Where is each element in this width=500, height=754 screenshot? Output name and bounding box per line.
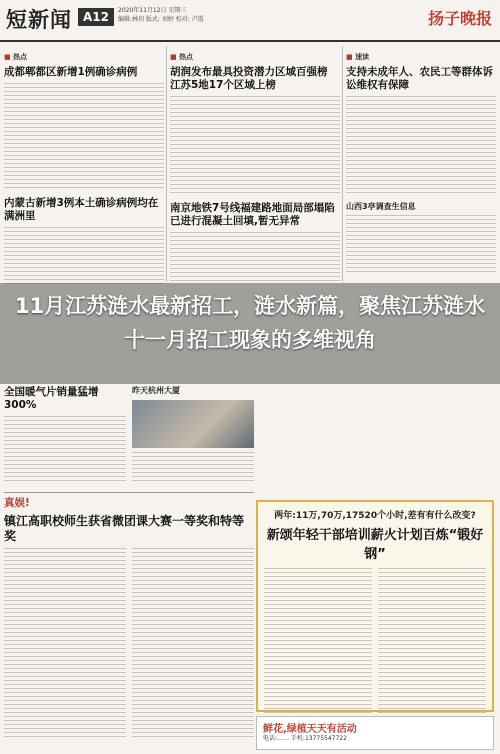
article-headline[interactable]: 山西3亭调查生信息 (346, 202, 416, 211)
article-body-text (346, 215, 496, 275)
article-headline[interactable]: 成都郫都区新增1例确诊病例 (4, 66, 138, 78)
divider (4, 492, 254, 493)
lower-mid-col (132, 386, 254, 488)
section-label: ■ 热点 (4, 52, 164, 62)
article-kicker: 真娱! (4, 497, 30, 509)
section-label: ■ 速读 (346, 52, 496, 62)
ad-title: 鲜花,绿植天天有活动 (263, 724, 357, 735)
masthead-date (118, 6, 258, 24)
feature-box (256, 500, 494, 712)
article-headline[interactable]: 胡润发布最具投资潜力区域百强榜 江苏5地17个区域上榜 (170, 66, 328, 91)
section-label: ■ 热点 (170, 52, 340, 62)
article-body-text (132, 452, 254, 482)
article-body-text (378, 568, 486, 718)
section-name: 短新闻 (6, 8, 72, 32)
newspaper-logo: 扬子晚报 (427, 9, 492, 28)
editor-line: 编辑:林玥 版式: 刘婷 校对: 卢霞 (118, 16, 204, 23)
article-body-text (346, 96, 496, 196)
left-column (4, 46, 164, 293)
column-divider (342, 46, 343, 282)
article-headline[interactable]: 全国暖气片销量猛增300% (4, 386, 99, 411)
ad-contact: 电话:…… 手机:13775547722 (263, 735, 347, 742)
lower-left-col (4, 386, 126, 488)
article-headline[interactable]: 昨天杭州大厦 (132, 386, 180, 395)
overlay-title: 11月江苏涟水最新招工，涟水新篇，聚焦江苏涟水十一月招工现象的多维视角 (14, 294, 486, 352)
date-line: 2020年11月12日 星期三 (118, 7, 187, 14)
feature-kicker: 两年:11万,70万,17520个小时,差有有什么改变? (274, 511, 476, 521)
article-headline[interactable]: 南京地铁7号线福建路地面局部塌陷 已进行混凝土回填,暂无异常 (170, 202, 335, 227)
lower-left-block (4, 386, 254, 744)
article-headline[interactable]: 支持未成年人、农民工等群体诉讼维权有保障 (346, 66, 493, 91)
column-divider (166, 46, 167, 282)
article-body-text (264, 568, 372, 718)
article-body-text (4, 83, 164, 191)
middle-column (170, 46, 340, 288)
article-headline[interactable]: 内蒙古新增3例本土确诊病例均在满洲里 (4, 197, 159, 222)
article-body-text (132, 548, 254, 738)
article-body-text (4, 548, 126, 738)
article-body-text (170, 96, 340, 196)
article-body-text (4, 416, 126, 482)
advertisement[interactable] (256, 716, 494, 750)
article-body-text (4, 227, 164, 287)
masthead (0, 0, 500, 42)
page-number-badge: A12 (78, 8, 114, 26)
article-headline[interactable]: 镇江高职校师生获省微团课大赛一等奖和特等奖 (4, 514, 245, 543)
feature-headline[interactable]: 新颂年轻干部培训薪火计划百炼“锻好钢” (266, 528, 484, 562)
article-photo (132, 400, 254, 448)
right-column (346, 46, 496, 281)
article-body-text (170, 232, 340, 282)
